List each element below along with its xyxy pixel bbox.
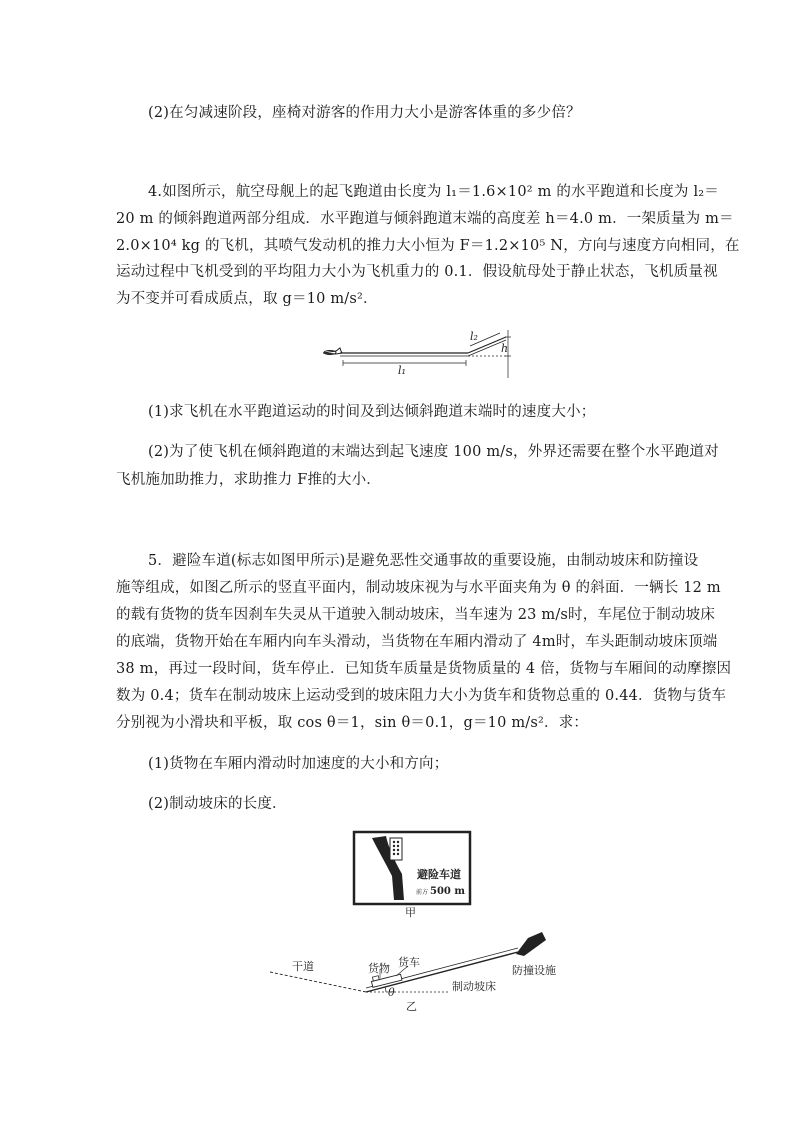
q5-line-6: 数为 0.4；货车在制动坡床上运动受到的坡床阻力大小为货车和货物总重的 0.44．货物与货车	[116, 688, 727, 704]
brake-bed-figure	[268, 930, 568, 1014]
q4-line-4: 运动过程中飞机受到的平均阻力大小为飞机重力的 0.1．假设航母处于静止状态，飞机质量视	[116, 264, 718, 280]
q4-line-5: 为不变并可看成质点，取 g＝10 m/s²．	[116, 291, 378, 307]
cargo-label: 货物	[368, 962, 390, 975]
q4-sub2-line-1: (2)为了使飞机在倾斜跑道的末端达到起飞速度 100 m/s，外界还需要在整个水平跑道对	[148, 444, 719, 460]
airplane-icon	[323, 348, 342, 355]
l1-label: l₁	[398, 364, 406, 377]
q4-line-1: 4.如图所示，航空母舰上的起飞跑道由长度为 l₁＝1.6×10² m 的水平跑道和长度为 l₂＝	[148, 184, 719, 200]
barrier-label: 防撞设施	[512, 964, 556, 977]
barrier-shape	[516, 932, 546, 956]
q4-line-3: 2.0×10⁴ kg 的飞机，其喷气发动机的推力大小恒为 F＝1.2×10⁵ N，方向与速度方向相同，在	[116, 238, 740, 254]
theta-label: θ	[388, 986, 395, 999]
q5-sub1: (1)货物在车厢内滑动时加速度的大小和方向；	[148, 756, 449, 772]
bed-label: 制动坡床	[452, 980, 496, 993]
l2-label: l₂	[470, 330, 478, 343]
main-road-label: 干道	[292, 960, 314, 973]
q5-line-5: 38 m，再过一段时间，货车停止．已知货车质量是货物质量的 4 倍，货物与车厢间的动摩擦因	[116, 661, 732, 677]
q5-line-3: 的载有货物的货车因刹车失灵从干道驶入制动坡床，当车速为 23 m/s时，车尾位于制动坡床	[116, 607, 716, 623]
sign-title: 避险车道	[417, 868, 461, 881]
h-label: h	[501, 342, 509, 355]
q5-sub2: (2)制动坡床的长度．	[148, 796, 287, 812]
main-road	[270, 972, 366, 992]
escape-lane-sign-figure	[350, 830, 474, 920]
q4-sub1: (1)求飞机在水平跑道运动的时间及到达倾斜跑道末端时的速度大小；	[148, 404, 596, 420]
q4-line-2: 20 m 的倾斜跑道两部分组成．水平跑道与倾斜跑道末端的高度差 h＝4.0 m．一架质量为 m＝	[116, 211, 734, 227]
q3-part2-text: (2)在匀减速阶段，座椅对游客的作用力大小是游客体重的多少倍？	[148, 105, 581, 121]
q5-line-2: 施等组成，如图乙所示的竖直平面内，制动坡床视为与水平面夹角为 θ 的斜面．一辆长 12 m	[116, 580, 721, 596]
slope-caption: 乙	[406, 1000, 417, 1013]
truck-label: 货车	[398, 956, 420, 969]
q5-line-1: 5．避险车道(标志如图甲所示)是避免恶性交通事故的重要设施，由制动坡床和防撞设	[148, 553, 699, 569]
sign-distance: 500 m	[430, 886, 465, 897]
sign-caption: 甲	[405, 906, 416, 919]
q4-sub2-line-2: 飞机施加助推力，求助推力 F推的大小．	[116, 472, 381, 488]
sign-ahead: 前方	[416, 889, 429, 896]
q5-line-7: 分别视为小滑块和平板，取 cos θ＝1，sin θ＝0.1，g＝10 m/s²．求：	[116, 715, 589, 731]
q5-line-4: 的底端，货物开始在车厢内向车头滑动，当货物在车厢内滑动了 4m时，车头距制动坡床顶端	[116, 634, 718, 650]
runway-figure	[318, 326, 518, 380]
